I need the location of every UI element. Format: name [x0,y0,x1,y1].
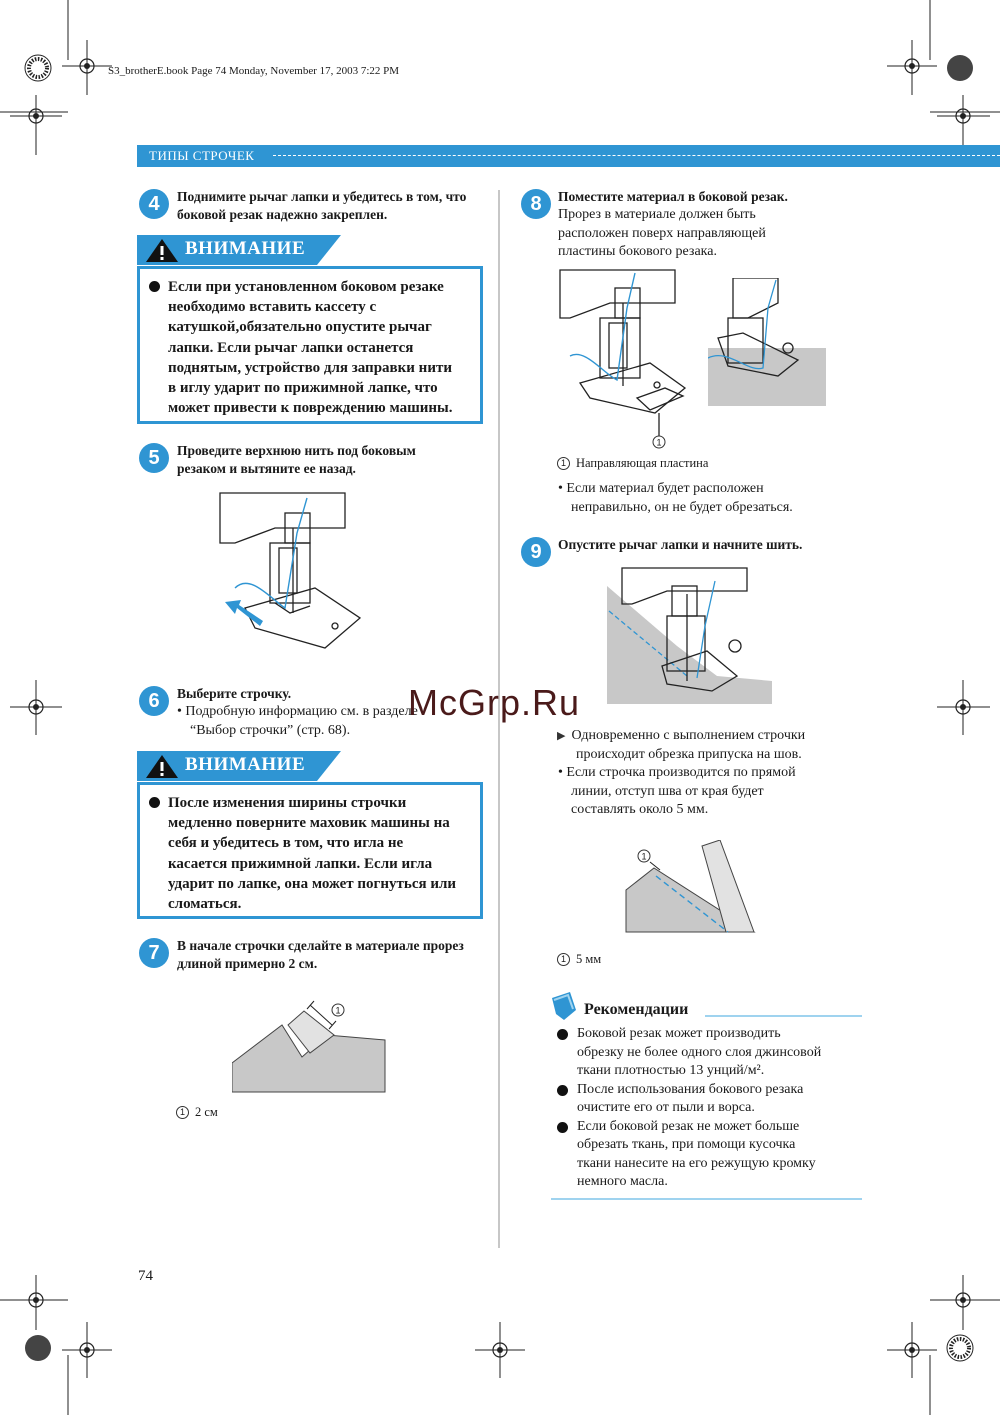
warning-1-text [168,277,472,418]
step-6-note-line-2: “Выбор строчки” (стр. 68). [190,722,351,738]
watermark: McGrp.Ru [408,682,581,723]
step-4-title [177,188,466,224]
tips-list [557,1025,877,1192]
step-9-note [558,764,796,820]
warning-2-line: касается прижимной лапки. Если игла [168,855,433,872]
step-8-body-line-1: Прорез в материале должен быть [558,207,756,222]
section-title: ТИПЫ СТРОЧЕК [149,148,255,163]
step-9-result-line-1: Одновременно с выполнением строчки [571,728,806,743]
warning-1-line: может привести к повреждению машины. [168,400,453,417]
step-9-note-line-2: линии, отступ шва от края будет [571,783,764,799]
tip-line: немного масла. [577,1174,668,1189]
warning-1-line: необходимо вставить кассету с [168,299,377,316]
warning-icon [145,754,179,779]
warning-1-box [137,266,483,424]
tip-line: Если боковой резак не может больше [577,1118,800,1134]
step-7-caption-number: 1 [176,1106,189,1119]
step-8-callout: 1 [656,437,662,448]
step-8-note [558,480,793,517]
tip-line: После использования бокового резака [577,1081,804,1097]
step-9-note-line-3: составлять около 5 мм. [571,802,709,817]
tip-line: обрезать ткань, при помощи кусочка [577,1137,796,1152]
warning-2-line: ударит по лапке, она может погнуться или [168,875,457,892]
warning-2-text [168,793,472,914]
warning-2-line: себя и убедитесь в том, что игла не [168,835,404,852]
tip-item [557,1118,877,1192]
step-7-callout: 1 [335,1005,341,1016]
warning-2-line: медленно поверните маховик машины на [168,815,450,832]
warning-icon [145,238,179,263]
step-9-sewing-illustration [607,566,775,706]
step-7-title-line-1: В начале строчки сделайте в материале прорез [177,938,464,953]
step-9-result [557,727,805,764]
step-9-seam-allowance-illustration [624,840,759,935]
step-5-title [177,442,416,478]
step-9-result-line-2: происходит обрезка припуска на шов. [576,746,802,762]
step-4-number: 4 [139,189,169,219]
tip-item [557,1025,877,1081]
step-7-caption-text: 2 см [195,1105,218,1119]
step-5-sewing-foot-illustration [215,488,365,658]
step-9-caption [557,952,601,967]
warning-1-line: поднятым, устройство для заправки нити [168,359,452,376]
step-8-note-line-2: неправильно, он не будет обрезаться. [571,499,793,515]
step-4-title-line-1: Поднимите рычаг лапки и убедитесь в том, что [177,189,467,204]
step-8-caption-number: 1 [557,457,570,470]
section-dash-line [273,155,1000,156]
step-9-title: Опустите рычаг лапки и начните шить. [558,537,803,552]
step-5-title-line-2: резаком и вытяните ее назад. [177,461,356,476]
step-8-body-line-3: пластины бокового резака. [558,244,717,259]
warning-2-line: сломаться. [168,896,242,913]
tip-line: обрезку не более одного слоя джинсовой [577,1044,822,1060]
warning-2-box [137,782,483,919]
step-8-fabric-feed-illustration [708,278,828,408]
tip-line: ткани плотностью 13 унций/м². [577,1063,765,1078]
step-9-number: 9 [521,537,551,567]
tip-line: Боковой резак может производить [577,1026,781,1041]
step-5-title-line-1: Проведите верхнюю нить под боковым [177,443,416,458]
step-8-body [558,206,766,262]
warning-1-header [137,235,347,265]
warning-2-header [137,751,347,781]
tip-line: очистите его от пыли и ворса. [577,1100,755,1115]
tip-bullet [557,1122,568,1133]
step-8-caption [557,456,708,471]
step-7-number: 7 [139,938,169,968]
step-8-sewing-foot-illustration [555,268,695,453]
print-header: S3_brotherE.book Page 74 Monday, November 17, 2003 7:22 PM [108,65,400,77]
step-7-title [177,937,464,973]
tips-title-rule [705,1015,862,1017]
step-7-fabric-cut-illustration [232,995,387,1093]
step-9-caption-text: 5 мм [576,952,602,966]
step-8-caption-text: Направляющая пластина [576,456,709,470]
step-6-note-line-1: • Подробную информацию см. в разделе [177,704,418,719]
step-9-caption-number: 1 [557,953,570,966]
step-9-callout: 1 [641,851,647,862]
step-5-number: 5 [139,443,169,473]
warning-1-bullet [149,281,160,292]
section-header-bar [137,145,1000,167]
step-8-number: 8 [521,189,551,219]
tip-item [557,1081,877,1118]
step-9-note-line-1: • Если строчка производится по прямой [558,765,796,780]
result-arrow-icon: ▶ [557,730,566,742]
tips-memo-icon [548,990,580,1022]
warning-1-label: ВНИМАНИЕ [185,238,306,259]
step-6-number: 6 [139,686,169,716]
warning-2-label: ВНИМАНИЕ [185,754,306,775]
step-8-body-line-2: расположен поверх направляющей [558,225,766,241]
step-6-title: Выберите строчку. [177,686,292,701]
page-number: 74 [138,1268,153,1284]
warning-1-line: Если при установленном боковом резаке [168,279,444,295]
warning-2-line: После изменения ширины строчки [168,795,407,811]
tips-bottom-rule [551,1198,862,1200]
warning-2-bullet [149,797,160,808]
step-8-note-line-1: • Если материал будет расположен [558,481,764,496]
step-4-title-line-2: боковой резак надежно закреплен. [177,207,388,222]
tips-title: Рекомендации [584,1001,689,1018]
step-6-note [177,703,418,740]
step-7-title-line-2: длиной примерно 2 см. [177,956,318,971]
tip-line: ткани нанесите на его режущую кромку [577,1155,816,1171]
warning-1-line: катушкой,обязательно опустите рычаг [168,319,432,336]
step-7-caption [176,1105,218,1120]
tip-bullet [557,1085,568,1096]
warning-1-line: в иглу ударит по прижимной лапке, что [168,380,438,397]
tip-bullet [557,1029,568,1040]
warning-1-line: лапки. Если рычаг лапки останется [168,339,414,356]
step-8-title: Поместите материал в боковой резак. [558,189,788,204]
